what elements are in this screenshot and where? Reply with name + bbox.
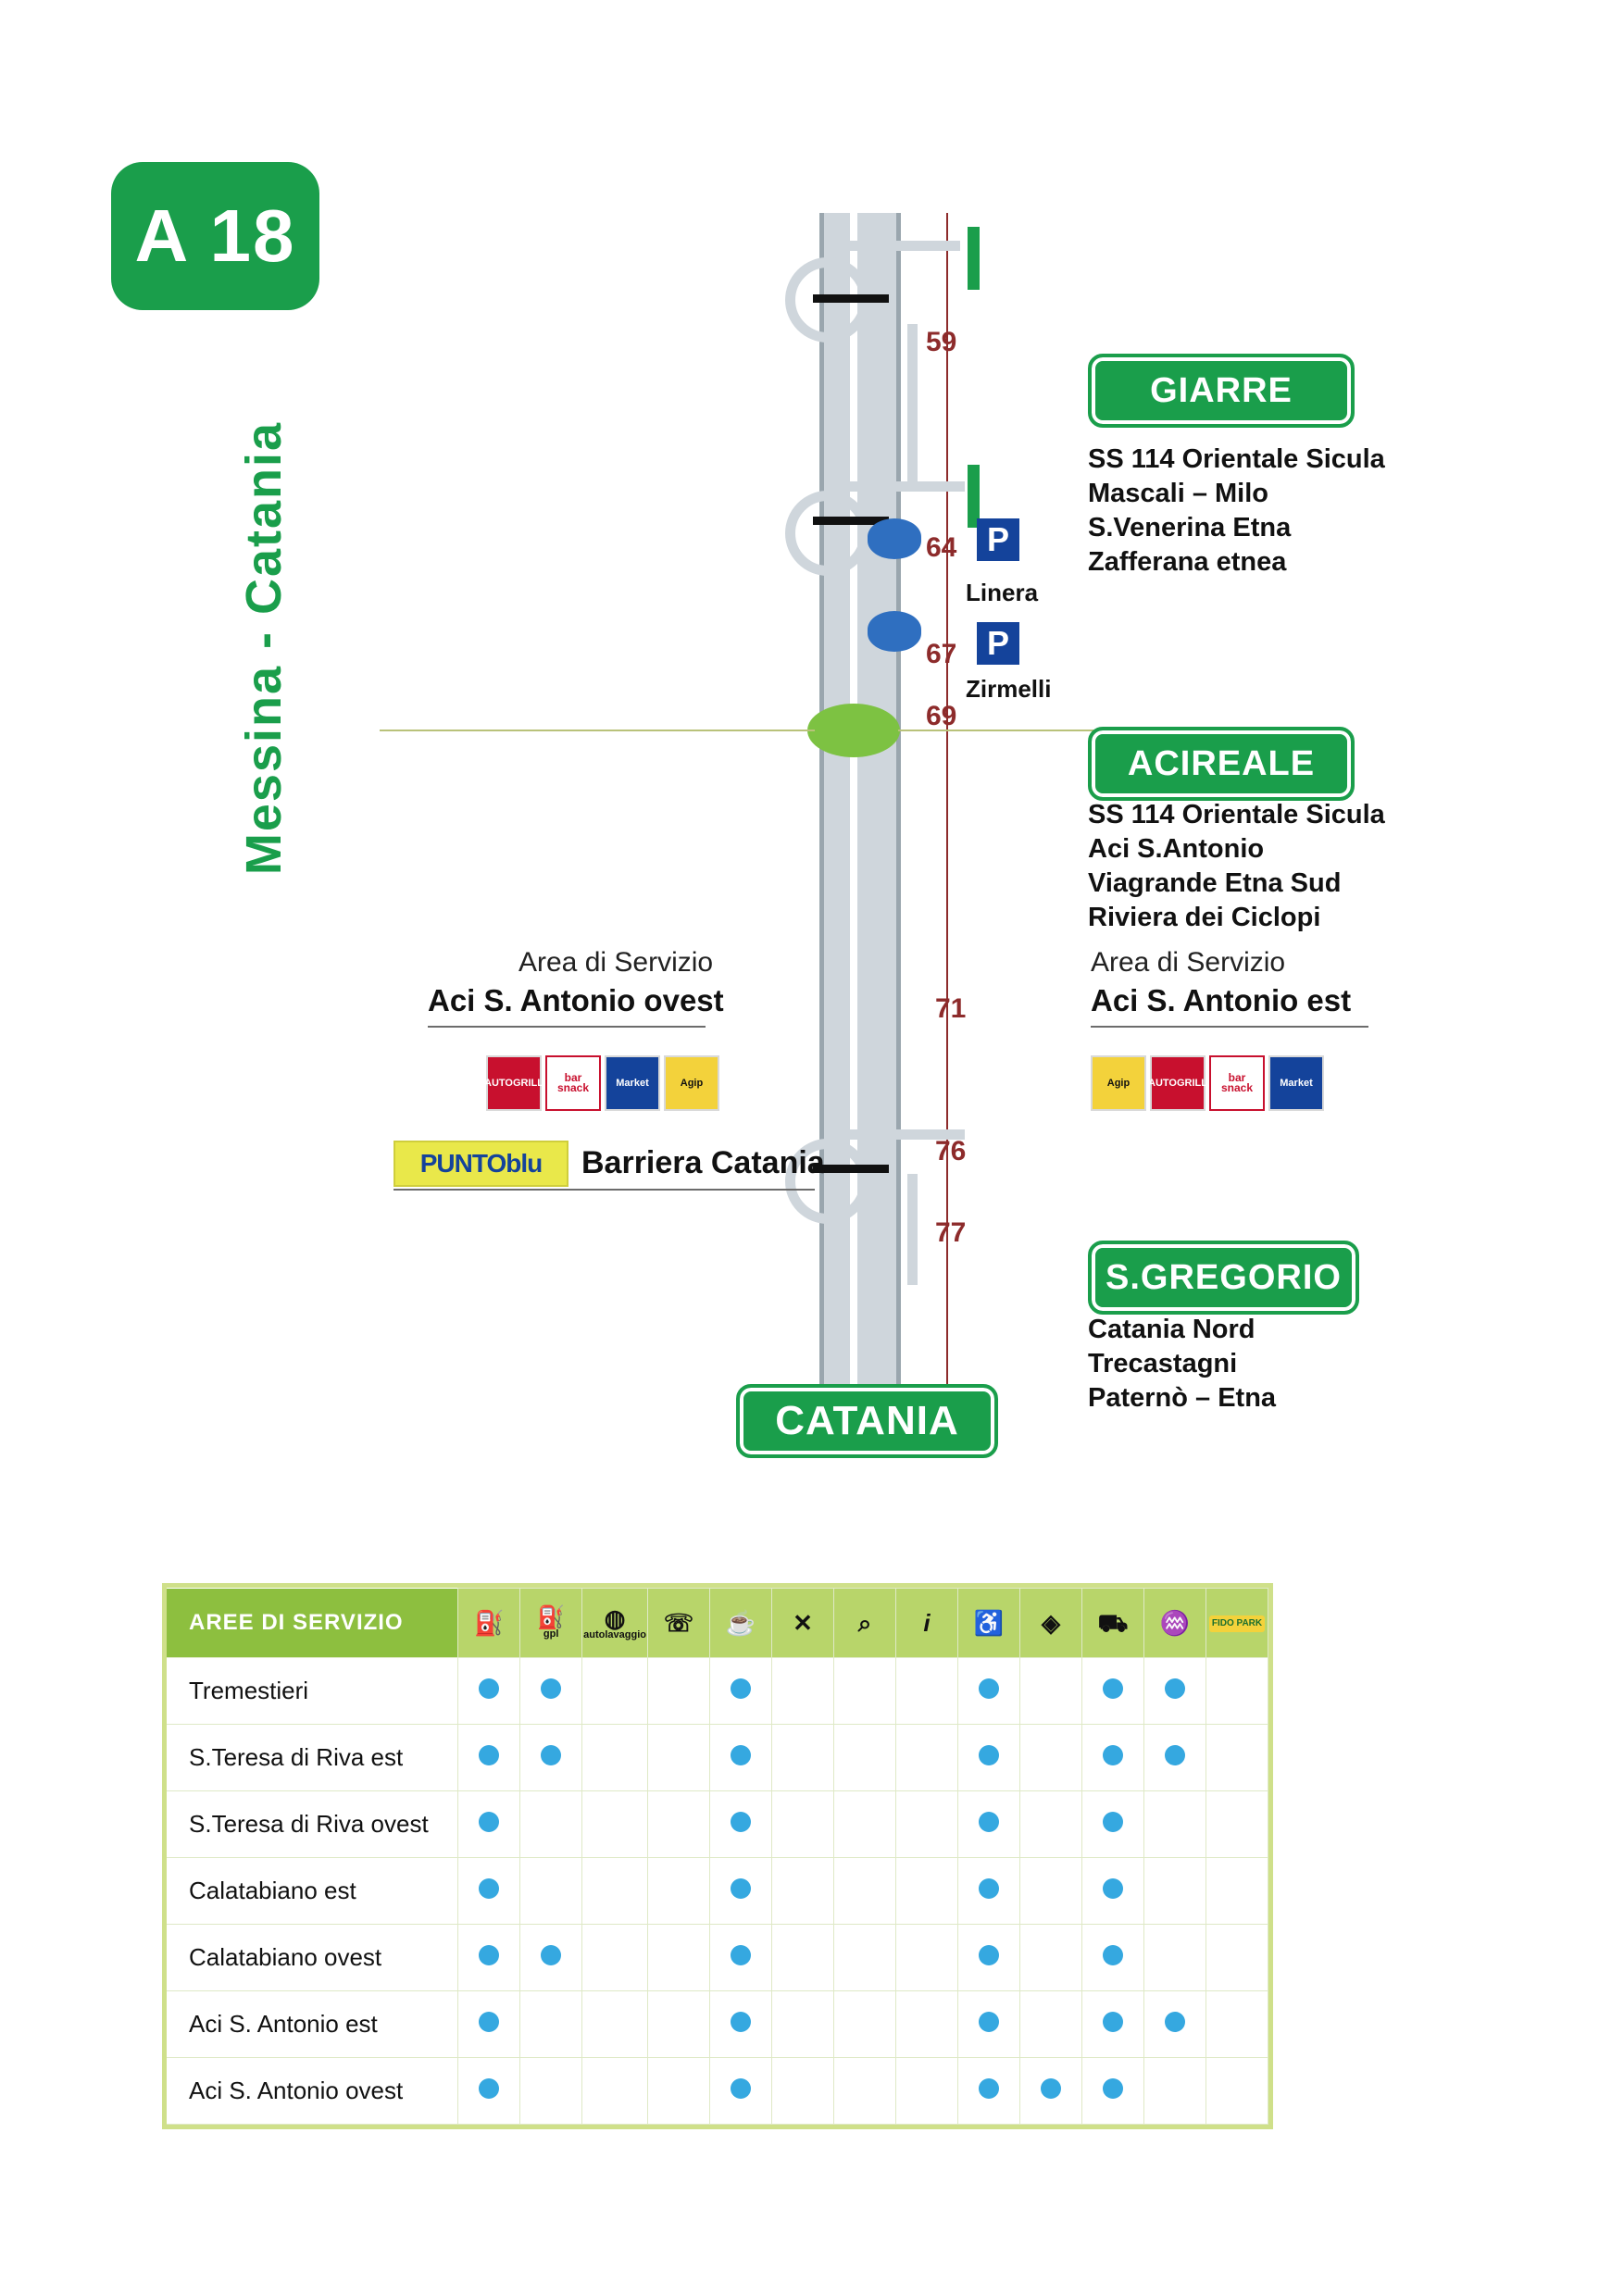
destination-line: Trecastagni xyxy=(1088,1349,1238,1378)
availability-dot xyxy=(979,1812,999,1832)
kilometre-reference-line xyxy=(946,213,948,1435)
service-empty-cell xyxy=(896,1658,958,1725)
service-empty-cell xyxy=(1020,1858,1082,1925)
availability-dot xyxy=(731,1745,751,1765)
service-available-dot xyxy=(710,1925,772,1991)
availability-dot xyxy=(1165,2012,1185,2032)
destination-line: Aci S.Antonio xyxy=(1088,834,1265,864)
fido-park-icon xyxy=(1206,1589,1268,1658)
service-available-dot xyxy=(458,2058,520,2125)
availability-dot xyxy=(1103,1945,1123,1965)
service-available-dot xyxy=(710,1725,772,1791)
service-area-west-brands xyxy=(486,1055,719,1111)
market-logo-icon: Market xyxy=(605,1055,660,1111)
service-empty-cell xyxy=(772,1991,834,2058)
availability-dot xyxy=(979,1745,999,1765)
service-available-dot xyxy=(958,1791,1020,1858)
availability-dot xyxy=(479,1745,499,1765)
service-available-dot xyxy=(958,1858,1020,1925)
toll-barrier-underline xyxy=(394,1189,815,1191)
service-available-dot xyxy=(1144,1991,1206,2058)
service-empty-cell xyxy=(896,2058,958,2125)
availability-dot xyxy=(479,1945,499,1965)
interchange-ramp-acireale xyxy=(826,481,965,492)
interchange-ramp-sgregorio-south xyxy=(907,1174,918,1285)
shower-icon: ♒ xyxy=(1144,1589,1206,1658)
service-area-name: Calatabiano ovest xyxy=(167,1925,458,1991)
availability-dot xyxy=(731,1878,751,1899)
availability-dot xyxy=(979,1678,999,1699)
availability-dot xyxy=(979,2078,999,2099)
destination-line: Catania Nord xyxy=(1088,1315,1255,1344)
service-area-east-name: Aci S. Antonio est xyxy=(1091,983,1352,1017)
service-empty-cell xyxy=(520,2058,582,2125)
service-available-dot xyxy=(958,2058,1020,2125)
availability-dot xyxy=(541,1745,561,1765)
service-empty-cell xyxy=(1206,2058,1268,2125)
km-mark-64: 64 xyxy=(926,532,957,563)
service-empty-cell xyxy=(582,1858,648,1925)
exit-destinations-acireale xyxy=(1088,798,1385,935)
service-available-dot xyxy=(1082,1725,1144,1791)
service-empty-cell xyxy=(1206,1791,1268,1858)
service-empty-cell xyxy=(1206,1925,1268,1991)
availability-dot xyxy=(979,1878,999,1899)
table-row xyxy=(167,1725,1268,1791)
service-area-marker-aci-santantonio xyxy=(807,704,900,757)
service-empty-cell xyxy=(520,1791,582,1858)
availability-dot xyxy=(541,1678,561,1699)
bar-snack-logo-icon: bar snack xyxy=(1209,1055,1265,1111)
table-row xyxy=(167,1925,1268,1991)
parking-label-zirmelli: Zirmelli xyxy=(966,675,1052,703)
service-empty-cell xyxy=(1020,1725,1082,1791)
availability-dot xyxy=(479,1878,499,1899)
service-available-dot xyxy=(1020,2058,1082,2125)
availability-dot xyxy=(1103,2078,1123,2099)
service-available-dot xyxy=(458,1725,520,1791)
fido-park-label: FIDO PARK xyxy=(1209,1615,1265,1632)
service-empty-cell xyxy=(772,1925,834,1991)
exit-plate-acireale-label: ACIREALE xyxy=(1127,743,1316,783)
service-available-dot xyxy=(1082,1858,1144,1925)
service-empty-cell xyxy=(582,2058,648,2125)
service-empty-cell xyxy=(648,1991,710,2058)
service-available-dot xyxy=(458,1925,520,1991)
destination-line: Viagrande Etna Sud xyxy=(1088,868,1342,898)
service-available-dot xyxy=(520,1725,582,1791)
service-areas-table xyxy=(162,1583,1273,2129)
median-strip xyxy=(850,213,857,1444)
table-header-row xyxy=(167,1589,1268,1658)
service-available-dot xyxy=(520,1925,582,1991)
km-mark-59: 59 xyxy=(926,327,957,357)
destination-line: Mascali – Milo xyxy=(1088,479,1269,508)
service-available-dot xyxy=(958,1725,1020,1791)
autogrill-logo-icon: AUTOGRILL xyxy=(486,1055,542,1111)
lake-marker-zirmelli xyxy=(868,611,921,652)
service-empty-cell xyxy=(1020,1658,1082,1725)
availability-dot xyxy=(1103,2012,1123,2032)
exit-tick-giarre xyxy=(968,227,980,290)
service-area-west-name: Aci S. Antonio ovest xyxy=(428,983,724,1017)
service-empty-cell xyxy=(520,1858,582,1925)
service-area-east-underline xyxy=(1091,1026,1368,1028)
service-available-dot xyxy=(458,1858,520,1925)
route-name-label: Messina - Catania xyxy=(236,420,292,876)
service-area-name: S.Teresa di Riva ovest xyxy=(167,1791,458,1858)
service-empty-cell xyxy=(582,1725,648,1791)
overpass-bar-giarre xyxy=(813,294,889,303)
coffee-bar-icon: ☕ xyxy=(710,1589,772,1658)
destination-line: Paternò – Etna xyxy=(1088,1383,1277,1413)
service-areas-table-grid xyxy=(167,1588,1268,2125)
service-empty-cell xyxy=(1020,1991,1082,2058)
table-row xyxy=(167,1658,1268,1725)
service-empty-cell xyxy=(648,1925,710,1991)
service-empty-cell xyxy=(772,1725,834,1791)
service-empty-cell xyxy=(834,1658,896,1725)
service-empty-cell xyxy=(648,1858,710,1925)
availability-dot xyxy=(979,2012,999,2032)
service-area-west-title: Area di Servizio xyxy=(518,947,714,978)
service-area-east-brands xyxy=(1091,1055,1324,1111)
service-empty-cell xyxy=(648,1791,710,1858)
service-available-dot xyxy=(710,1858,772,1925)
availability-dot xyxy=(979,1945,999,1965)
service-available-dot xyxy=(458,1658,520,1725)
service-empty-cell xyxy=(1144,1925,1206,1991)
exit-destinations-sgregorio xyxy=(1088,1313,1276,1416)
service-empty-cell xyxy=(1206,1725,1268,1791)
table-row xyxy=(167,1991,1268,2058)
interchange-ramp-giarre xyxy=(826,241,960,251)
motorway-shield-label: A 18 xyxy=(134,194,296,277)
hotel-bed-icon: ⌕ xyxy=(834,1589,896,1658)
service-available-dot xyxy=(1082,1991,1144,2058)
exit-destinations-giarre xyxy=(1088,443,1385,580)
availability-dot xyxy=(731,1812,751,1832)
service-empty-cell xyxy=(1206,1991,1268,2058)
availability-dot xyxy=(1103,1678,1123,1699)
service-area-link-west xyxy=(380,730,815,731)
service-empty-cell xyxy=(520,1991,582,2058)
service-available-dot xyxy=(958,1658,1020,1725)
table-header xyxy=(167,1589,1268,1658)
parking-marker-zirmelli: P xyxy=(977,622,1019,665)
availability-dot xyxy=(731,2012,751,2032)
exit-plate-sgregorio-label: S.GREGORIO xyxy=(1106,1257,1342,1297)
availability-dot xyxy=(1103,1878,1123,1899)
restaurant-icon: ✕ xyxy=(772,1589,834,1658)
service-empty-cell xyxy=(772,2058,834,2125)
availability-dot xyxy=(1041,2078,1061,2099)
car-wash-caption: autolavaggio xyxy=(583,1628,646,1640)
bar-snack-logo-icon: bar snack xyxy=(545,1055,601,1111)
availability-dot xyxy=(479,1678,499,1699)
availability-dot xyxy=(479,1812,499,1832)
destination-line: SS 114 Orientale Sicula xyxy=(1088,444,1385,474)
table-body xyxy=(167,1658,1268,2125)
service-empty-cell xyxy=(772,1658,834,1725)
service-available-dot xyxy=(1082,1658,1144,1725)
service-empty-cell xyxy=(834,1791,896,1858)
lpg-pump-icon: ⛽ gpl xyxy=(520,1589,582,1658)
interchange-ramp-acireale-north xyxy=(907,324,918,491)
availability-dot xyxy=(1103,1812,1123,1832)
availability-dot xyxy=(479,2078,499,2099)
exit-plate-acireale[interactable] xyxy=(1088,727,1355,801)
service-empty-cell xyxy=(896,1791,958,1858)
service-available-dot xyxy=(1082,1925,1144,1991)
route-name xyxy=(97,361,431,935)
lpg-caption: gpl xyxy=(543,1628,559,1640)
carriageway xyxy=(819,213,901,1444)
service-empty-cell xyxy=(834,1858,896,1925)
service-empty-cell xyxy=(582,1925,648,1991)
service-area-name: Tremestieri xyxy=(167,1658,458,1725)
service-empty-cell xyxy=(1206,1858,1268,1925)
km-mark-77: 77 xyxy=(935,1217,967,1248)
service-empty-cell xyxy=(834,1991,896,2058)
agip-logo-icon: Agip xyxy=(664,1055,719,1111)
service-empty-cell xyxy=(772,1791,834,1858)
service-empty-cell xyxy=(834,1725,896,1791)
service-area-name: S.Teresa di Riva est xyxy=(167,1725,458,1791)
service-empty-cell xyxy=(1144,1858,1206,1925)
destination-line: Zafferana etnea xyxy=(1088,547,1287,577)
toll-barrier-label: Barriera Catania xyxy=(581,1145,825,1180)
service-empty-cell xyxy=(834,1925,896,1991)
km-mark-69: 69 xyxy=(926,701,957,731)
destination-line: Riviera dei Ciclopi xyxy=(1088,903,1321,932)
parking-label-linera: Linera xyxy=(966,579,1039,606)
availability-dot xyxy=(731,2078,751,2099)
service-empty-cell xyxy=(1144,1791,1206,1858)
service-available-dot xyxy=(520,1658,582,1725)
service-empty-cell xyxy=(1020,1791,1082,1858)
service-empty-cell xyxy=(896,1858,958,1925)
camper-service-icon: ⛟ xyxy=(1082,1589,1144,1658)
table-row xyxy=(167,2058,1268,2125)
service-available-dot xyxy=(958,1991,1020,2058)
availability-dot xyxy=(479,2012,499,2032)
lake-marker-linera xyxy=(868,518,921,559)
service-available-dot xyxy=(1144,1725,1206,1791)
market-logo-icon: Market xyxy=(1268,1055,1324,1111)
service-available-dot xyxy=(958,1925,1020,1991)
table-row xyxy=(167,1858,1268,1925)
terminus-plate-catania[interactable] xyxy=(736,1384,998,1458)
fuel-pump-icon: ⛽ xyxy=(458,1589,520,1658)
exit-plate-sgregorio[interactable] xyxy=(1088,1241,1359,1315)
availability-dot xyxy=(1165,1678,1185,1699)
first-aid-icon: ◈ xyxy=(1020,1589,1082,1658)
service-empty-cell xyxy=(896,1925,958,1991)
service-available-dot xyxy=(710,1658,772,1725)
exit-plate-giarre-label: GIARRE xyxy=(1150,370,1293,410)
service-empty-cell xyxy=(896,1991,958,2058)
availability-dot xyxy=(541,1945,561,1965)
destination-line: S.Venerina Etna xyxy=(1088,513,1292,543)
exit-plate-giarre[interactable] xyxy=(1088,354,1355,428)
information-icon: i xyxy=(896,1589,958,1658)
interchange-loop-acireale xyxy=(785,491,870,576)
service-area-name: Calatabiano est xyxy=(167,1858,458,1925)
availability-dot xyxy=(731,1945,751,1965)
service-empty-cell xyxy=(582,1991,648,2058)
service-available-dot xyxy=(710,1791,772,1858)
telephone-icon: ☏ xyxy=(648,1589,710,1658)
agip-logo-icon: Agip xyxy=(1091,1055,1146,1111)
service-available-dot xyxy=(458,1991,520,2058)
puntoblu-logo-label: PUNTOblu xyxy=(419,1149,543,1178)
km-mark-71: 71 xyxy=(935,993,967,1024)
service-empty-cell xyxy=(648,2058,710,2125)
service-empty-cell xyxy=(582,1791,648,1858)
service-area-west-underline xyxy=(428,1026,706,1028)
service-available-dot xyxy=(710,1991,772,2058)
destination-line: SS 114 Orientale Sicula xyxy=(1088,800,1385,829)
wheelchair-icon: ♿ xyxy=(958,1589,1020,1658)
service-area-east-title: Area di Servizio xyxy=(1091,947,1286,978)
km-mark-76: 76 xyxy=(935,1136,967,1166)
availability-dot xyxy=(1165,1745,1185,1765)
car-wash-icon: ◍ autolavaggio xyxy=(582,1589,648,1658)
service-available-dot xyxy=(1082,2058,1144,2125)
km-mark-67: 67 xyxy=(926,639,957,669)
availability-dot xyxy=(731,1678,751,1699)
service-empty-cell xyxy=(1020,1925,1082,1991)
autogrill-logo-icon: AUTOGRILL xyxy=(1150,1055,1206,1111)
service-area-name: Aci S. Antonio ovest xyxy=(167,2058,458,2125)
service-available-dot xyxy=(458,1791,520,1858)
service-empty-cell xyxy=(772,1858,834,1925)
motorway-schematic xyxy=(768,213,1000,1444)
motorway-shield-a18 xyxy=(111,162,319,310)
service-empty-cell xyxy=(1144,2058,1206,2125)
service-empty-cell xyxy=(648,1725,710,1791)
table-row xyxy=(167,1791,1268,1858)
service-area-name: Aci S. Antonio est xyxy=(167,1991,458,2058)
service-empty-cell xyxy=(582,1658,648,1725)
service-empty-cell xyxy=(1206,1658,1268,1725)
availability-dot xyxy=(1103,1745,1123,1765)
service-available-dot xyxy=(710,2058,772,2125)
service-available-dot xyxy=(1082,1791,1144,1858)
parking-marker-linera: P xyxy=(977,518,1019,561)
service-available-dot xyxy=(1144,1658,1206,1725)
service-empty-cell xyxy=(648,1658,710,1725)
service-empty-cell xyxy=(896,1725,958,1791)
table-title: AREE DI SERVIZIO xyxy=(167,1589,458,1658)
terminus-plate-label: CATANIA xyxy=(775,1398,959,1443)
service-empty-cell xyxy=(834,2058,896,2125)
puntoblu-logo-icon xyxy=(394,1141,568,1187)
